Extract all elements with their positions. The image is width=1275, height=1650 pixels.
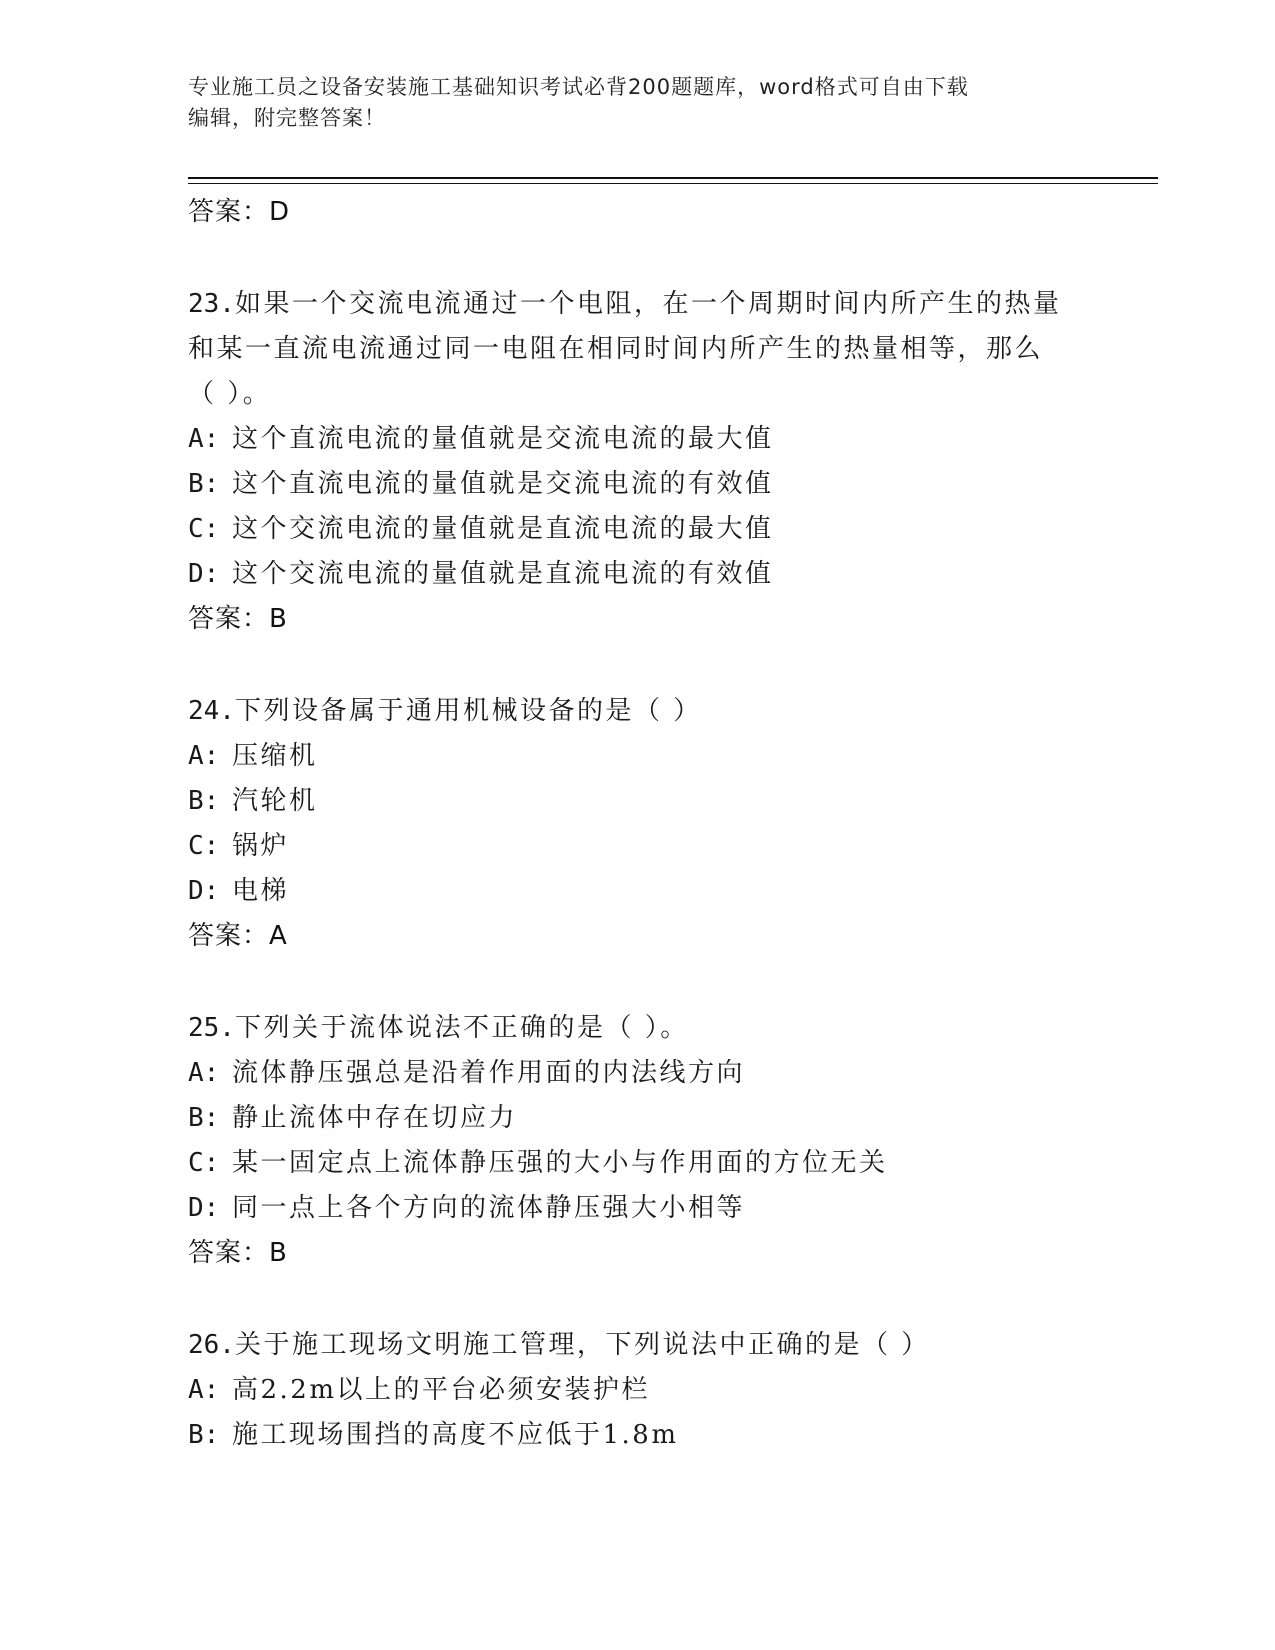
option-key: A:: [188, 1375, 220, 1405]
stem-line: 24.下列设备属于通用机械设备的是（ ）: [188, 696, 702, 726]
option-key: D:: [188, 876, 220, 906]
question-23: [188, 282, 1148, 641]
stem-line: 23.如果一个交流电流通过一个电阻，在一个周期时间内所产生的热量: [188, 289, 1062, 319]
option-key: A:: [188, 424, 220, 454]
option-key: A:: [188, 1058, 220, 1088]
option-text: 锅炉: [232, 831, 290, 861]
answer-line: 答案：A: [188, 921, 288, 951]
stem-line: 26.关于施工现场文明施工管理，下列说法中正确的是（ ）: [188, 1330, 930, 1360]
question-25: [188, 1006, 1148, 1275]
option-text: 流体静压强总是沿着作用面的内法线方向: [232, 1058, 746, 1088]
option-key: B:: [188, 1420, 220, 1450]
option-text: 汽轮机: [232, 786, 318, 816]
option-c: [188, 824, 1148, 869]
header-rule-thick: [188, 177, 1158, 179]
option-d: [188, 1186, 1148, 1231]
question-number: 26.: [188, 1330, 235, 1360]
option-text: 静止流体中存在切应力: [232, 1103, 518, 1133]
option-key: B:: [188, 1103, 220, 1133]
question-stem: [188, 689, 1148, 734]
question-stem: [188, 1006, 1148, 1051]
option-text: 电梯: [232, 876, 290, 906]
option-c: [188, 507, 1148, 552]
question-number: 24.: [188, 696, 235, 726]
option-c: [188, 1141, 1148, 1186]
option-key: C:: [188, 831, 220, 861]
option-b: [188, 779, 1148, 824]
option-a: [188, 417, 1148, 462]
option-text: 压缩机: [232, 741, 318, 771]
option-b: [188, 1096, 1148, 1141]
option-a: [188, 734, 1148, 779]
option-b: [188, 1413, 1148, 1458]
option-key: C:: [188, 1148, 220, 1178]
document-body: [188, 190, 1148, 1458]
option-text: 某一固定点上流体静压强的大小与作用面的方位无关: [232, 1148, 888, 1178]
question-26: [188, 1323, 1148, 1458]
option-key: B:: [188, 469, 220, 499]
question-number: 23.: [188, 289, 235, 319]
header-line-2: 编辑，附完整答案！: [188, 106, 386, 130]
option-text: 施工现场围挡的高度不应低于1.8m: [232, 1420, 679, 1450]
answer-line: 答案：B: [188, 604, 288, 634]
option-d: [188, 552, 1148, 597]
option-key: C:: [188, 514, 220, 544]
question-number: 25.: [188, 1013, 235, 1043]
document-header: [188, 72, 1068, 134]
option-key: D:: [188, 559, 220, 589]
option-text: 这个交流电流的量值就是直流电流的最大值: [232, 514, 774, 544]
option-d: [188, 869, 1148, 914]
option-a: [188, 1051, 1148, 1096]
question-24: [188, 689, 1148, 958]
option-text: 高2.2m以上的平台必须安装护栏: [232, 1375, 651, 1405]
answer-line: 答案：B: [188, 1238, 288, 1268]
stem-line: 和某一直流电流通过同一电阻在相同时间内所产生的热量相等，那么: [188, 334, 1044, 364]
header-line-1: 专业施工员之设备安装施工基础知识考试必背200题题库，word格式可自由下载: [188, 75, 969, 99]
option-key: D:: [188, 1193, 220, 1223]
header-rule-thin: [188, 183, 1158, 184]
question-stem: [188, 282, 1148, 417]
option-text: 这个直流电流的量值就是交流电流的有效值: [232, 469, 774, 499]
stem-line: （ ）。: [188, 379, 272, 409]
option-a: [188, 1368, 1148, 1413]
option-key: A:: [188, 741, 220, 771]
answer-line-prev: 答案：D: [188, 197, 291, 227]
option-text: 同一点上各个方向的流体静压强大小相等: [232, 1193, 746, 1223]
option-key: B:: [188, 786, 220, 816]
option-b: [188, 462, 1148, 507]
question-stem: [188, 1323, 1148, 1368]
stem-line: 25.下列关于流体说法不正确的是（ ）。: [188, 1013, 689, 1043]
option-text: 这个直流电流的量值就是交流电流的最大值: [232, 424, 774, 454]
option-text: 这个交流电流的量值就是直流电流的有效值: [232, 559, 774, 589]
